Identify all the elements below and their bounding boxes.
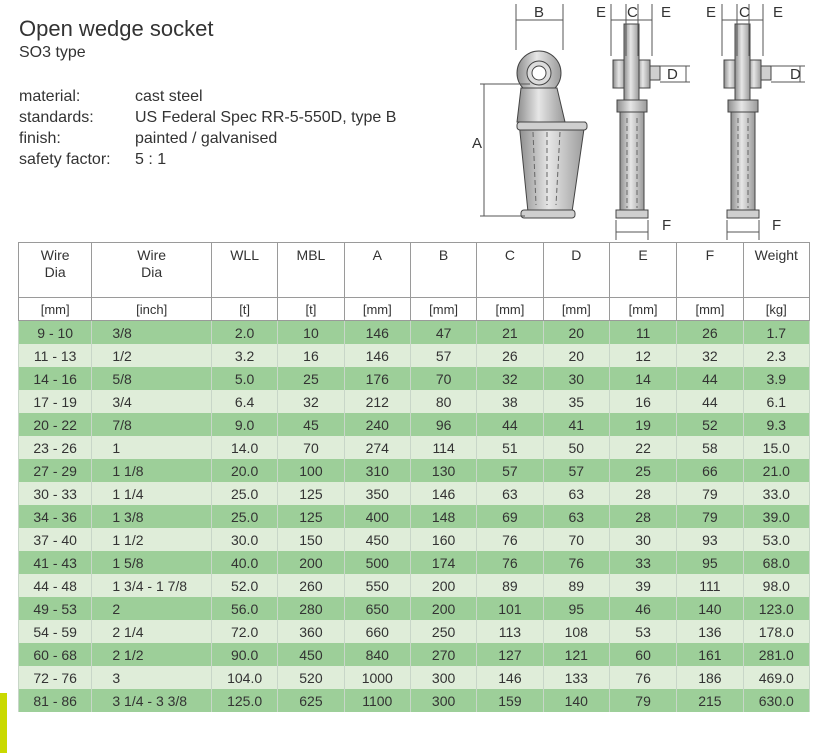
table-cell: 140 bbox=[677, 597, 743, 620]
table-cell: 44 bbox=[677, 367, 743, 390]
table-row bbox=[19, 551, 810, 574]
front-view-alt bbox=[724, 24, 771, 218]
table-cell: 1 bbox=[92, 436, 212, 459]
table-cell: 1.7 bbox=[743, 321, 809, 345]
table-cell: 17 - 19 bbox=[19, 390, 92, 413]
table-cell: 240 bbox=[344, 413, 410, 436]
column-header: Wire Dia bbox=[19, 243, 92, 298]
table-row bbox=[19, 367, 810, 390]
table-row bbox=[19, 574, 810, 597]
table-cell: 25 bbox=[278, 367, 344, 390]
table-cell: 9 - 10 bbox=[19, 321, 92, 345]
page-title: Open wedge socket bbox=[19, 16, 214, 41]
table-cell: 45 bbox=[278, 413, 344, 436]
table-cell: 15.0 bbox=[743, 436, 809, 459]
table-cell: 30 bbox=[609, 528, 676, 551]
column-header: D bbox=[543, 243, 609, 298]
table-header-row bbox=[19, 243, 810, 298]
table-cell: 21 bbox=[477, 321, 543, 345]
table-cell: 96 bbox=[410, 413, 476, 436]
table-cell: 20 bbox=[543, 344, 609, 367]
column-header: F bbox=[677, 243, 743, 298]
table-cell: 20 - 22 bbox=[19, 413, 92, 436]
table-row bbox=[19, 643, 810, 666]
table-row bbox=[19, 459, 810, 482]
table-cell: 250 bbox=[410, 620, 476, 643]
table-cell: 14 bbox=[609, 367, 676, 390]
table-cell: 76 bbox=[543, 551, 609, 574]
table-cell: 113 bbox=[477, 620, 543, 643]
table-cell: 30 bbox=[543, 367, 609, 390]
table-cell: 136 bbox=[677, 620, 743, 643]
dim-label-f: F bbox=[772, 217, 782, 234]
table-cell: 174 bbox=[410, 551, 476, 574]
table-cell: 133 bbox=[543, 666, 609, 689]
table-units-row bbox=[19, 298, 810, 321]
table-cell: 350 bbox=[344, 482, 410, 505]
column-unit: [mm] bbox=[609, 298, 676, 321]
dim-label-c: C bbox=[739, 4, 750, 21]
table-cell: 35 bbox=[543, 390, 609, 413]
table-cell: 186 bbox=[677, 666, 743, 689]
table-cell: 9.3 bbox=[743, 413, 809, 436]
table-cell: 450 bbox=[344, 528, 410, 551]
table-cell: 281.0 bbox=[743, 643, 809, 666]
table-cell: 57 bbox=[477, 459, 543, 482]
table-cell: 51 bbox=[477, 436, 543, 459]
table-cell: 44 bbox=[677, 390, 743, 413]
table-cell: 27 - 29 bbox=[19, 459, 92, 482]
table-cell: 140 bbox=[543, 689, 609, 712]
property-key: finish: bbox=[19, 130, 61, 147]
table-cell: 25 bbox=[609, 459, 676, 482]
table-cell: 38 bbox=[477, 390, 543, 413]
table-cell: 450 bbox=[278, 643, 344, 666]
table-cell: 52.0 bbox=[211, 574, 277, 597]
table-cell: 2 1/2 bbox=[92, 643, 212, 666]
table-cell: 60 - 68 bbox=[19, 643, 92, 666]
column-header: WLL bbox=[211, 243, 277, 298]
table-cell: 6.4 bbox=[211, 390, 277, 413]
table-row bbox=[19, 528, 810, 551]
property-key: standards: bbox=[19, 109, 94, 126]
table-row bbox=[19, 620, 810, 643]
dim-label-e: E bbox=[661, 4, 672, 21]
table-cell: 22 bbox=[609, 436, 676, 459]
table-cell: 70 bbox=[410, 367, 476, 390]
table-cell: 1 5/8 bbox=[92, 551, 212, 574]
table-cell: 30 - 33 bbox=[19, 482, 92, 505]
column-unit: [kg] bbox=[743, 298, 809, 321]
table-cell: 26 bbox=[477, 344, 543, 367]
table-row bbox=[19, 344, 810, 367]
table-cell: 2.3 bbox=[743, 344, 809, 367]
table-cell: 20 bbox=[543, 321, 609, 345]
table-cell: 76 bbox=[477, 528, 543, 551]
property-value: painted / galvanised bbox=[135, 130, 278, 147]
table-cell: 400 bbox=[344, 505, 410, 528]
table-cell: 50 bbox=[543, 436, 609, 459]
table-cell: 159 bbox=[477, 689, 543, 712]
table-cell: 2 bbox=[92, 597, 212, 620]
table-cell: 11 bbox=[609, 321, 676, 345]
column-header: Wire Dia bbox=[92, 243, 212, 298]
table-cell: 550 bbox=[344, 574, 410, 597]
socket-technical-drawing bbox=[462, 0, 836, 242]
table-cell: 79 bbox=[677, 505, 743, 528]
column-header: A bbox=[344, 243, 410, 298]
table-cell: 89 bbox=[543, 574, 609, 597]
column-unit: [mm] bbox=[19, 298, 92, 321]
dim-label-d: D bbox=[790, 66, 801, 83]
table-cell: 23 - 26 bbox=[19, 436, 92, 459]
table-cell: 12 bbox=[609, 344, 676, 367]
table-cell: 56.0 bbox=[211, 597, 277, 620]
table-cell: 280 bbox=[278, 597, 344, 620]
table-cell: 500 bbox=[344, 551, 410, 574]
table-cell: 16 bbox=[609, 390, 676, 413]
table-cell: 274 bbox=[344, 436, 410, 459]
table-cell: 40.0 bbox=[211, 551, 277, 574]
table-cell: 127 bbox=[477, 643, 543, 666]
table-cell: 60 bbox=[609, 643, 676, 666]
table-cell: 5.0 bbox=[211, 367, 277, 390]
table-row bbox=[19, 597, 810, 620]
table-cell: 123.0 bbox=[743, 597, 809, 620]
column-header: MBL bbox=[278, 243, 344, 298]
table-row bbox=[19, 413, 810, 436]
table-cell: 200 bbox=[278, 551, 344, 574]
table-cell: 10 bbox=[278, 321, 344, 345]
table-cell: 212 bbox=[344, 390, 410, 413]
table-cell: 625 bbox=[278, 689, 344, 712]
table-cell: 63 bbox=[543, 505, 609, 528]
table-cell: 1 3/8 bbox=[92, 505, 212, 528]
column-header: Weight bbox=[743, 243, 809, 298]
table-cell: 46 bbox=[609, 597, 676, 620]
table-cell: 310 bbox=[344, 459, 410, 482]
table-cell: 100 bbox=[278, 459, 344, 482]
table-cell: 95 bbox=[543, 597, 609, 620]
table-row bbox=[19, 666, 810, 689]
table-cell: 32 bbox=[677, 344, 743, 367]
property-value: 5 : 1 bbox=[135, 151, 167, 168]
table-cell: 1 3/4 - 1 7/8 bbox=[92, 574, 212, 597]
table-cell: 111 bbox=[677, 574, 743, 597]
table-cell: 840 bbox=[344, 643, 410, 666]
table-cell: 68.0 bbox=[743, 551, 809, 574]
table-cell: 200 bbox=[410, 597, 476, 620]
table-cell: 1 1/4 bbox=[92, 482, 212, 505]
table-cell: 9.0 bbox=[211, 413, 277, 436]
table-cell: 33.0 bbox=[743, 482, 809, 505]
table-cell: 1000 bbox=[344, 666, 410, 689]
table-cell: 178.0 bbox=[743, 620, 809, 643]
table-cell: 520 bbox=[278, 666, 344, 689]
accent-bar bbox=[0, 693, 7, 753]
table-cell: 1100 bbox=[344, 689, 410, 712]
table-cell: 3 bbox=[92, 666, 212, 689]
table-cell: 160 bbox=[410, 528, 476, 551]
property-row bbox=[19, 107, 396, 128]
table-cell: 70 bbox=[278, 436, 344, 459]
table-cell: 57 bbox=[410, 344, 476, 367]
table-cell: 76 bbox=[609, 666, 676, 689]
table-cell: 14.0 bbox=[211, 436, 277, 459]
table-cell: 125 bbox=[278, 482, 344, 505]
column-unit: [mm] bbox=[677, 298, 743, 321]
table-cell: 98.0 bbox=[743, 574, 809, 597]
table-cell: 53 bbox=[609, 620, 676, 643]
table-cell: 161 bbox=[677, 643, 743, 666]
table-row bbox=[19, 436, 810, 459]
column-unit: [mm] bbox=[410, 298, 476, 321]
table-cell: 95 bbox=[677, 551, 743, 574]
table-cell: 32 bbox=[278, 390, 344, 413]
property-value: US Federal Spec RR-5-550D, type B bbox=[135, 109, 397, 126]
table-cell: 1/2 bbox=[92, 344, 212, 367]
table-cell: 33 bbox=[609, 551, 676, 574]
table-cell: 44 - 48 bbox=[19, 574, 92, 597]
table-row bbox=[19, 321, 810, 345]
table-cell: 1 1/8 bbox=[92, 459, 212, 482]
table-cell: 130 bbox=[410, 459, 476, 482]
table-cell: 2 1/4 bbox=[92, 620, 212, 643]
table-cell: 37 - 40 bbox=[19, 528, 92, 551]
table-cell: 3.9 bbox=[743, 367, 809, 390]
table-cell: 300 bbox=[410, 666, 476, 689]
table-cell: 70 bbox=[543, 528, 609, 551]
table-cell: 3/8 bbox=[92, 321, 212, 345]
table-row bbox=[19, 505, 810, 528]
table-row bbox=[19, 390, 810, 413]
table-cell: 39 bbox=[609, 574, 676, 597]
property-row bbox=[19, 128, 396, 149]
table-cell: 14 - 16 bbox=[19, 367, 92, 390]
table-cell: 200 bbox=[410, 574, 476, 597]
table-cell: 93 bbox=[677, 528, 743, 551]
column-unit: [t] bbox=[211, 298, 277, 321]
table-cell: 2.0 bbox=[211, 321, 277, 345]
table-cell: 58 bbox=[677, 436, 743, 459]
table-cell: 176 bbox=[344, 367, 410, 390]
table-cell: 63 bbox=[543, 482, 609, 505]
table-cell: 25.0 bbox=[211, 482, 277, 505]
table-cell: 79 bbox=[677, 482, 743, 505]
property-row bbox=[19, 149, 396, 170]
table-cell: 69 bbox=[477, 505, 543, 528]
table-cell: 7/8 bbox=[92, 413, 212, 436]
table-cell: 6.1 bbox=[743, 390, 809, 413]
table-cell: 25.0 bbox=[211, 505, 277, 528]
table-cell: 150 bbox=[278, 528, 344, 551]
table-cell: 114 bbox=[410, 436, 476, 459]
table-cell: 16 bbox=[278, 344, 344, 367]
dim-label-e: E bbox=[706, 4, 717, 21]
table-cell: 469.0 bbox=[743, 666, 809, 689]
table-cell: 660 bbox=[344, 620, 410, 643]
table-cell: 47 bbox=[410, 321, 476, 345]
table-cell: 1 1/2 bbox=[92, 528, 212, 551]
dim-label-a: A bbox=[472, 135, 483, 152]
column-unit: [t] bbox=[278, 298, 344, 321]
table-cell: 108 bbox=[543, 620, 609, 643]
table-cell: 72 - 76 bbox=[19, 666, 92, 689]
column-header: C bbox=[477, 243, 543, 298]
front-view bbox=[613, 24, 660, 218]
dim-label-e: E bbox=[773, 4, 784, 21]
table-cell: 39.0 bbox=[743, 505, 809, 528]
table-cell: 300 bbox=[410, 689, 476, 712]
side-view bbox=[517, 51, 587, 218]
table-cell: 41 - 43 bbox=[19, 551, 92, 574]
table-cell: 11 - 13 bbox=[19, 344, 92, 367]
table-cell: 146 bbox=[410, 482, 476, 505]
table-cell: 72.0 bbox=[211, 620, 277, 643]
table-cell: 28 bbox=[609, 482, 676, 505]
table-cell: 53.0 bbox=[743, 528, 809, 551]
table-cell: 80 bbox=[410, 390, 476, 413]
table-cell: 104.0 bbox=[211, 666, 277, 689]
table-cell: 125 bbox=[278, 505, 344, 528]
table-row bbox=[19, 689, 810, 712]
table-body bbox=[19, 321, 810, 713]
table-cell: 121 bbox=[543, 643, 609, 666]
table-cell: 44 bbox=[477, 413, 543, 436]
table-cell: 360 bbox=[278, 620, 344, 643]
table-cell: 101 bbox=[477, 597, 543, 620]
table-cell: 215 bbox=[677, 689, 743, 712]
table-cell: 90.0 bbox=[211, 643, 277, 666]
table-cell: 41 bbox=[543, 413, 609, 436]
table-cell: 146 bbox=[344, 344, 410, 367]
table-cell: 63 bbox=[477, 482, 543, 505]
property-row bbox=[19, 86, 396, 107]
dim-label-c: C bbox=[627, 4, 638, 21]
column-header: E bbox=[609, 243, 676, 298]
table-cell: 146 bbox=[477, 666, 543, 689]
table-cell: 146 bbox=[344, 321, 410, 345]
column-unit: [mm] bbox=[477, 298, 543, 321]
table-cell: 260 bbox=[278, 574, 344, 597]
table-cell: 79 bbox=[609, 689, 676, 712]
property-value: cast steel bbox=[135, 88, 203, 105]
table-cell: 20.0 bbox=[211, 459, 277, 482]
table-cell: 148 bbox=[410, 505, 476, 528]
table-cell: 3/4 bbox=[92, 390, 212, 413]
dim-label-b: B bbox=[534, 4, 545, 21]
table-cell: 5/8 bbox=[92, 367, 212, 390]
table-cell: 3.2 bbox=[211, 344, 277, 367]
table-cell: 49 - 53 bbox=[19, 597, 92, 620]
table-cell: 81 - 86 bbox=[19, 689, 92, 712]
table-cell: 28 bbox=[609, 505, 676, 528]
property-key: safety factor: bbox=[19, 151, 111, 168]
table-cell: 89 bbox=[477, 574, 543, 597]
table-cell: 57 bbox=[543, 459, 609, 482]
table-cell: 19 bbox=[609, 413, 676, 436]
property-key: material: bbox=[19, 88, 81, 105]
table-cell: 3 1/4 - 3 3/8 bbox=[92, 689, 212, 712]
table-cell: 30.0 bbox=[211, 528, 277, 551]
column-header: B bbox=[410, 243, 476, 298]
table-cell: 52 bbox=[677, 413, 743, 436]
properties-list bbox=[19, 86, 396, 170]
table-cell: 630.0 bbox=[743, 689, 809, 712]
dim-label-f: F bbox=[662, 217, 672, 234]
table-cell: 21.0 bbox=[743, 459, 809, 482]
table-cell: 76 bbox=[477, 551, 543, 574]
table-cell: 650 bbox=[344, 597, 410, 620]
spec-table bbox=[18, 242, 810, 712]
column-unit: [mm] bbox=[344, 298, 410, 321]
column-unit: [mm] bbox=[543, 298, 609, 321]
dim-label-e: E bbox=[596, 4, 607, 21]
table-cell: 26 bbox=[677, 321, 743, 345]
dim-label-d: D bbox=[667, 66, 678, 83]
table-cell: 32 bbox=[477, 367, 543, 390]
table-cell: 270 bbox=[410, 643, 476, 666]
column-unit: [inch] bbox=[92, 298, 212, 321]
table-row bbox=[19, 482, 810, 505]
table-cell: 125.0 bbox=[211, 689, 277, 712]
page-subtitle: SO3 type bbox=[19, 44, 86, 61]
table-cell: 66 bbox=[677, 459, 743, 482]
table-cell: 54 - 59 bbox=[19, 620, 92, 643]
table-cell: 34 - 36 bbox=[19, 505, 92, 528]
